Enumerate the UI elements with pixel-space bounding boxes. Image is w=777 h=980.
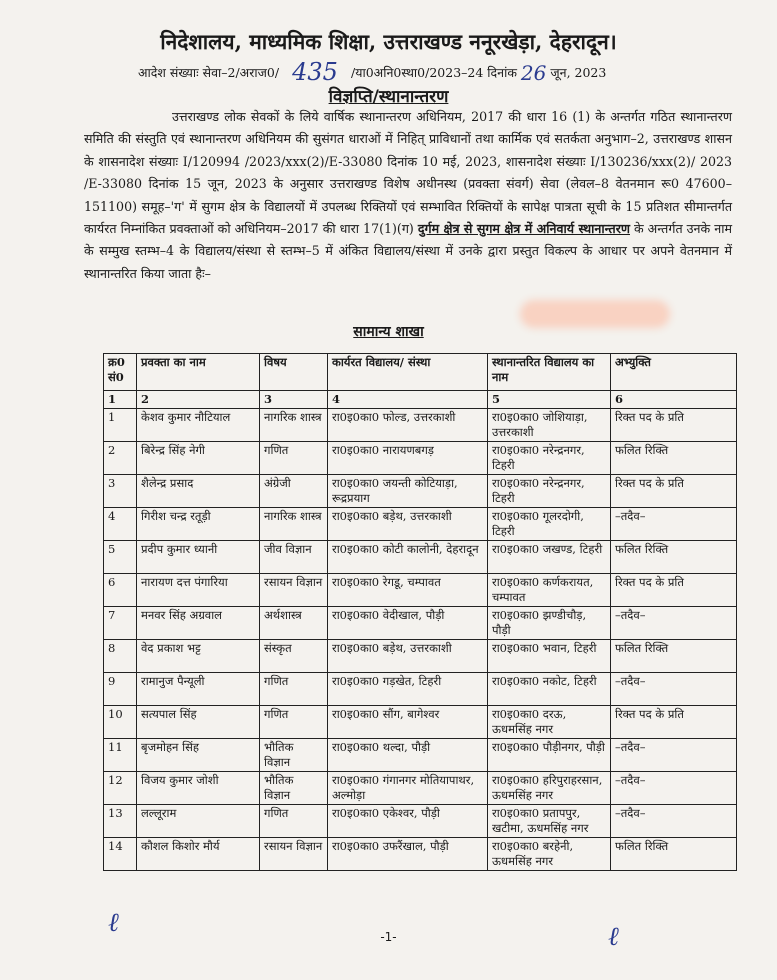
table-row [104,409,737,442]
column-number-row [104,391,737,409]
cell-current-school: रा0इ0का0 नारायणबगड़ [328,442,488,475]
notice-body [84,106,732,285]
cell-subject: अंग्रेजी [260,475,328,508]
page-number: -1- [380,930,397,944]
cell-name: सत्यपाल सिंह [137,706,260,739]
table-row [104,706,737,739]
order-number-line [138,58,698,86]
table-row [104,739,737,772]
cell-name: प्रदीप कुमार ध्यानी [137,541,260,574]
cell-transfer-school: रा0इ0का0 दरऊ, ऊधमसिंह नगर [488,706,611,739]
table-header-row [104,354,737,391]
cell-transfer-school: रा0इ0का0 पौड़ीनगर, पौड़ी [488,739,611,772]
cell-sno: 10 [104,706,137,739]
column-number: 2 [137,391,260,409]
cell-sno: 14 [104,838,137,871]
cell-remark: फलित रिक्ति [611,640,737,673]
cell-subject: गणित [260,706,328,739]
cell-current-school: रा0इ0का0 बड़ेथ, उत्तरकाशी [328,508,488,541]
cell-name: बृजमोहन सिंह [137,739,260,772]
cell-sno: 5 [104,541,137,574]
table-row [104,442,737,475]
cell-transfer-school: रा0इ0का0 नरेन्द्रनगर, टिहरी [488,475,611,508]
column-number: 1 [104,391,137,409]
cell-remark: रिक्त पद के प्रति [611,706,737,739]
cell-sno: 4 [104,508,137,541]
cell-sno: 8 [104,640,137,673]
cell-transfer-school: रा0इ0का0 बरहेनी, ऊधमसिंह नगर [488,838,611,871]
cell-transfer-school: रा0इ0का0 जोशियाड़ा, उत्तरकाशी [488,409,611,442]
cell-remark: –तदैव– [611,739,737,772]
cell-sno: 11 [104,739,137,772]
table-row [104,838,737,871]
order-date-rest: जून, 2023 [550,65,607,80]
cell-subject: संस्कृत [260,640,328,673]
cell-remark: फलित रिक्ति [611,442,737,475]
cell-transfer-school: रा0इ0का0 भवान, टिहरी [488,640,611,673]
cell-remark: रिक्त पद के प्रति [611,475,737,508]
cell-transfer-school: रा0इ0का0 प्रतापपुर, खटीमा, ऊधमसिंह नगर [488,805,611,838]
cell-transfer-school: रा0इ0का0 कर्णकरायत, चम्पावत [488,574,611,607]
cell-subject: भौतिक विज्ञान [260,772,328,805]
table-row [104,574,737,607]
cell-name: रामानुज पैन्यूली [137,673,260,706]
cell-current-school: रा0इ0का0 थल्दा, पौड़ी [328,739,488,772]
initial-signature-left: ℓ [108,908,119,938]
header-transfer-school: स्थानान्तरित विद्यालय का नाम [488,354,611,391]
body-paragraph-end: के अन्तर्गत उनके नाम के सम्मुख स्तम्भ–4 के विद्यालय/संस्था से स्तम्भ–5 में अंकित विद्यालय/संस्था में उनके द्वारा प्रस्तुत विकल्प के आधार पर अपने वेतनमान में स्थानान्तरित किया जाता हैः– [84,221,732,281]
table-row [104,772,737,805]
directorate-title: निदेशालय, माध्यमिक शिक्षा, उत्तराखण्ड ननूरखेड़ा, देहरादून। [160,29,617,54]
cell-name: केशव कुमार नौटियाल [137,409,260,442]
cell-remark: रिक्त पद के प्रति [611,409,737,442]
section-title: सामान्य शाखा [353,324,424,340]
initial-signature-right: ℓ [608,922,619,952]
cell-subject: नागरिक शास्त्र [260,508,328,541]
column-number: 5 [488,391,611,409]
cell-name: कौशल किशोर मौर्य [137,838,260,871]
cell-subject: जीव विज्ञान [260,541,328,574]
cell-sno: 12 [104,772,137,805]
cell-current-school: रा0इ0का0 सौंग, बागेश्वर [328,706,488,739]
cell-current-school: रा0इ0का0 वेदीखाल, पौड़ी [328,607,488,640]
cell-subject: अर्थशास्त्र [260,607,328,640]
cell-sno: 1 [104,409,137,442]
cell-current-school: रा0इ0का0 कोटी कालोनी, देहरादून [328,541,488,574]
column-number: 4 [328,391,488,409]
table-row [104,640,737,673]
cell-transfer-school: रा0इ0का0 झण्डीचौड़, पौड़ी [488,607,611,640]
cell-subject: गणित [260,673,328,706]
cell-current-school: रा0इ0का0 जयन्ती कोटियाड़ा, रूद्रप्रयाग [328,475,488,508]
order-prefix: आदेश संख्याः सेवा–2/अराज0/ [138,65,280,80]
table-row [104,673,737,706]
cell-current-school: रा0इ0का0 बड़ेथ, उत्तरकाशी [328,640,488,673]
table-row [104,607,737,640]
cell-name: मनवर सिंह अग्रवाल [137,607,260,640]
cell-current-school: रा0इ0का0 फोल्ड, उत्तरकाशी [328,409,488,442]
cell-remark: –तदैव– [611,805,737,838]
table-row [104,508,737,541]
cell-remark: –तदैव– [611,508,737,541]
header-name: प्रवक्ता का नाम [137,354,260,391]
cell-sno: 9 [104,673,137,706]
header-subject: विषय [260,354,328,391]
cell-current-school: रा0इ0का0 रेगडू, चम्पावत [328,574,488,607]
cell-sno: 2 [104,442,137,475]
order-suffix: /या0अनि0स्था0/2023–24 दिनांक [351,65,517,80]
cell-subject: भौतिक विज्ञान [260,739,328,772]
header-sno: क्र0 सं0 [104,354,137,391]
cell-remark: –तदैव– [611,607,737,640]
cell-name: बिरेन्द्र सिंह नेगी [137,442,260,475]
cell-sno: 6 [104,574,137,607]
cell-name: नारायण दत्त पंगारिया [137,574,260,607]
cell-remark: फलित रिक्ति [611,838,737,871]
transfer-table [103,353,737,871]
cell-transfer-school: रा0इ0का0 हरिपुराहरसान, ऊधमसिंह नगर [488,772,611,805]
cell-transfer-school: रा0इ0का0 नकोट, टिहरी [488,673,611,706]
column-number: 3 [260,391,328,409]
cell-sno: 7 [104,607,137,640]
cell-transfer-school: रा0इ0का0 जखण्ड, टिहरी [488,541,611,574]
cell-current-school: रा0इ0का0 उफरैंखाल, पौड़ी [328,838,488,871]
cell-transfer-school: रा0इ0का0 गूलरदोगी, टिहरी [488,508,611,541]
cell-remark: –तदैव– [611,772,737,805]
cell-subject: गणित [260,442,328,475]
cell-name: शैलेन्द्र प्रसाद [137,475,260,508]
handwritten-order-day: 26 [520,61,547,85]
cell-name: वेद प्रकाश भट्ट [137,640,260,673]
notice-title: विज्ञप्ति/स्थानान्तरण [328,87,449,107]
cell-remark: फलित रिक्ति [611,541,737,574]
cell-subject: नागरिक शास्त्र [260,409,328,442]
cell-current-school: रा0इ0का0 एकेश्वर, पौड़ी [328,805,488,838]
cell-subject: रसायन विज्ञान [260,574,328,607]
cell-name: गिरीश चन्द्र रतूड़ी [137,508,260,541]
cell-sno: 13 [104,805,137,838]
handwritten-order-number: 435 [292,58,338,86]
cell-current-school: रा0इ0का0 गड़खेत, टिहरी [328,673,488,706]
table-row [104,475,737,508]
cell-sno: 3 [104,475,137,508]
table-row [104,805,737,838]
cell-subject: गणित [260,805,328,838]
header-current-school: कार्यरत विद्यालय/ संस्था [328,354,488,391]
cell-name: लल्लूराम [137,805,260,838]
cell-current-school: रा0इ0का0 गंगानगर मोतियापाथर, अल्मोड़ा [328,772,488,805]
cell-name: विजय कुमार जोशी [137,772,260,805]
body-paragraph-bold: दुर्गम क्षेत्र से सुगम क्षेत्र में अनिवार्य स्थानान्तरण [417,221,630,237]
cell-remark: –तदैव– [611,673,737,706]
cell-transfer-school: रा0इ0का0 नरेन्द्रनगर, टिहरी [488,442,611,475]
cell-remark: रिक्त पद के प्रति [611,574,737,607]
body-paragraph-start: उत्तराखण्ड लोक सेवकों के लिये वार्षिक स्थानान्तरण अधिनियम, 2017 की धारा 16 (1) के अन्तर्गत गठित स्थानान्तरण समिति की संस्तुति एवं स्थानान्तरण अधिनियम की सुसंगत धाराओं में निहित् प्राविधानों तथा कार्मिक एवं सतर्कता अनुभाग–2, उत्तराखण्ड शासन के शासनादेश संख्याः I/120994 /2023/xxx(2)/E-33080 दिनांक 10 मई, 2023, शासनादेश संख्याः I/130236/xxx(2)/ 2023 /E-33080 दिनांक 15 जून, 2023 के अनुसार उत्तराखण्ड विशेष अधीनस्थ (प्रवक्ता संवर्ग) सेवा (लेवल–8 वेतनमान रू0 47600–151100) समूह–'ग' में सुगम क्षेत्र के विद्यालयों में उपलब्ध रिक्तियों एवं सम्भावित रिक्तियों के सापेक्ष पात्रता सूची के 15 प्रतिशत सीमान्तर्गत कार्यरत निम्नांकित प्रवक्ताओं को अधिनियम–2017 की धारा 17(1)(ग) [84,109,732,237]
cell-subject: रसायन विज्ञान [260,838,328,871]
column-number: 6 [611,391,737,409]
table-row [104,541,737,574]
header-remark: अभ्युक्ति [611,354,737,391]
